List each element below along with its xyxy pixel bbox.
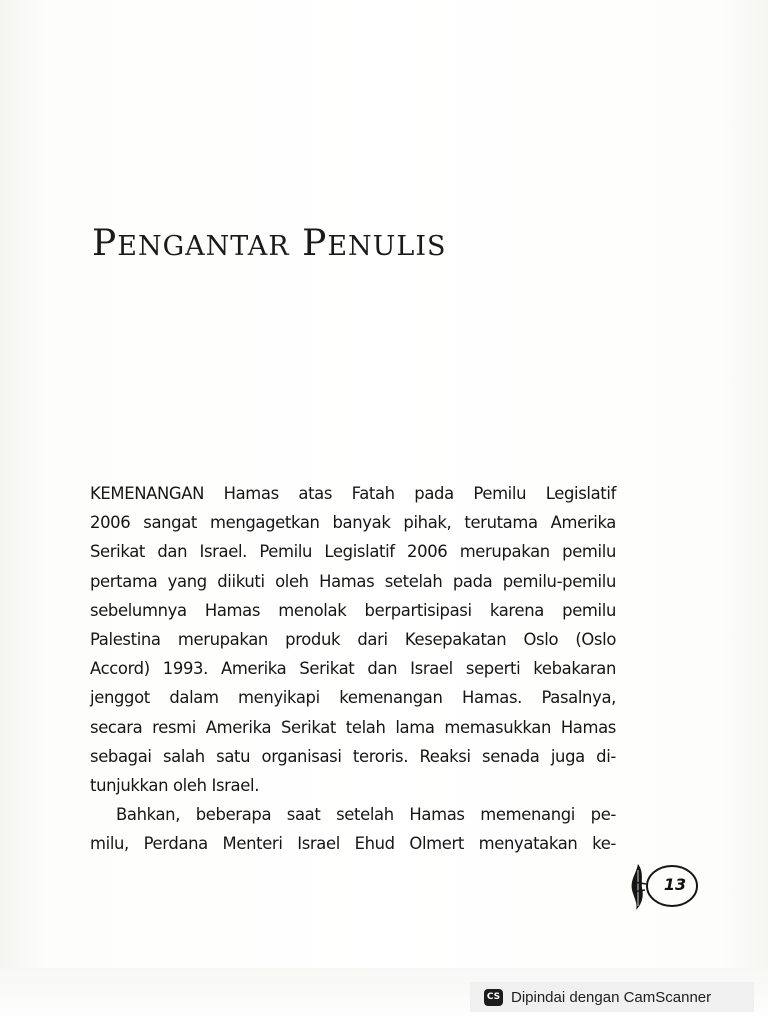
body-line: Bahkan, beberapa saat setelah Hamas memenangi pe- (116, 805, 616, 825)
body-line: tunjukkan oleh Israel. (90, 775, 260, 795)
body-line: 2006 sangat mengagetkan banyak pihak, terutama Amerika (90, 513, 616, 533)
title-word-2-initial: P (302, 223, 328, 264)
body-line: pertama yang diikuti oleh Hamas setelah pada pemilu-pemilu (90, 571, 616, 591)
title-word-1-initial: P (92, 223, 118, 264)
camscanner-watermark (470, 982, 754, 1012)
body-line: Palestina merupakan produk dari Kesepakatan Oslo (Oslo (90, 629, 616, 649)
body-line: sebagai salah satu organisasi teroris. Reaksi senada juga di- (90, 746, 616, 766)
body-line: Accord) 1993. Amerika Serikat dan Israel seperti kebakaran (90, 659, 616, 679)
body-text (90, 479, 616, 858)
camscanner-logo-icon: CS (484, 989, 503, 1006)
body-line: jenggot dalam menyikapi kemenangan Hamas. Pasalnya, (90, 688, 616, 708)
page-number: 13 (663, 875, 687, 894)
title-word-2-rest: ENULIS (327, 231, 447, 262)
body-line: secara resmi Amerika Serikat telah lama memasukkan Hamas (90, 717, 616, 737)
body-line: sebelumnya Hamas menolak berpartisipasi karena pemilu (90, 600, 616, 620)
body-line: milu, Perdana Menteri Israel Ehud Olmert menyatakan ke- (90, 834, 616, 854)
page-number-badge (628, 860, 700, 912)
chapter-title (92, 222, 447, 269)
watermark-text: Dipindai dengan CamScanner (511, 988, 712, 1006)
body-line: Serikat dan Israel. Pemilu Legislatif 2006 merupakan pemilu (90, 542, 616, 562)
title-word-1-rest: ENGANTAR (117, 231, 290, 262)
body-line: KEMENANGAN Hamas atas Fatah pada Pemilu Legislatif (90, 484, 616, 503)
